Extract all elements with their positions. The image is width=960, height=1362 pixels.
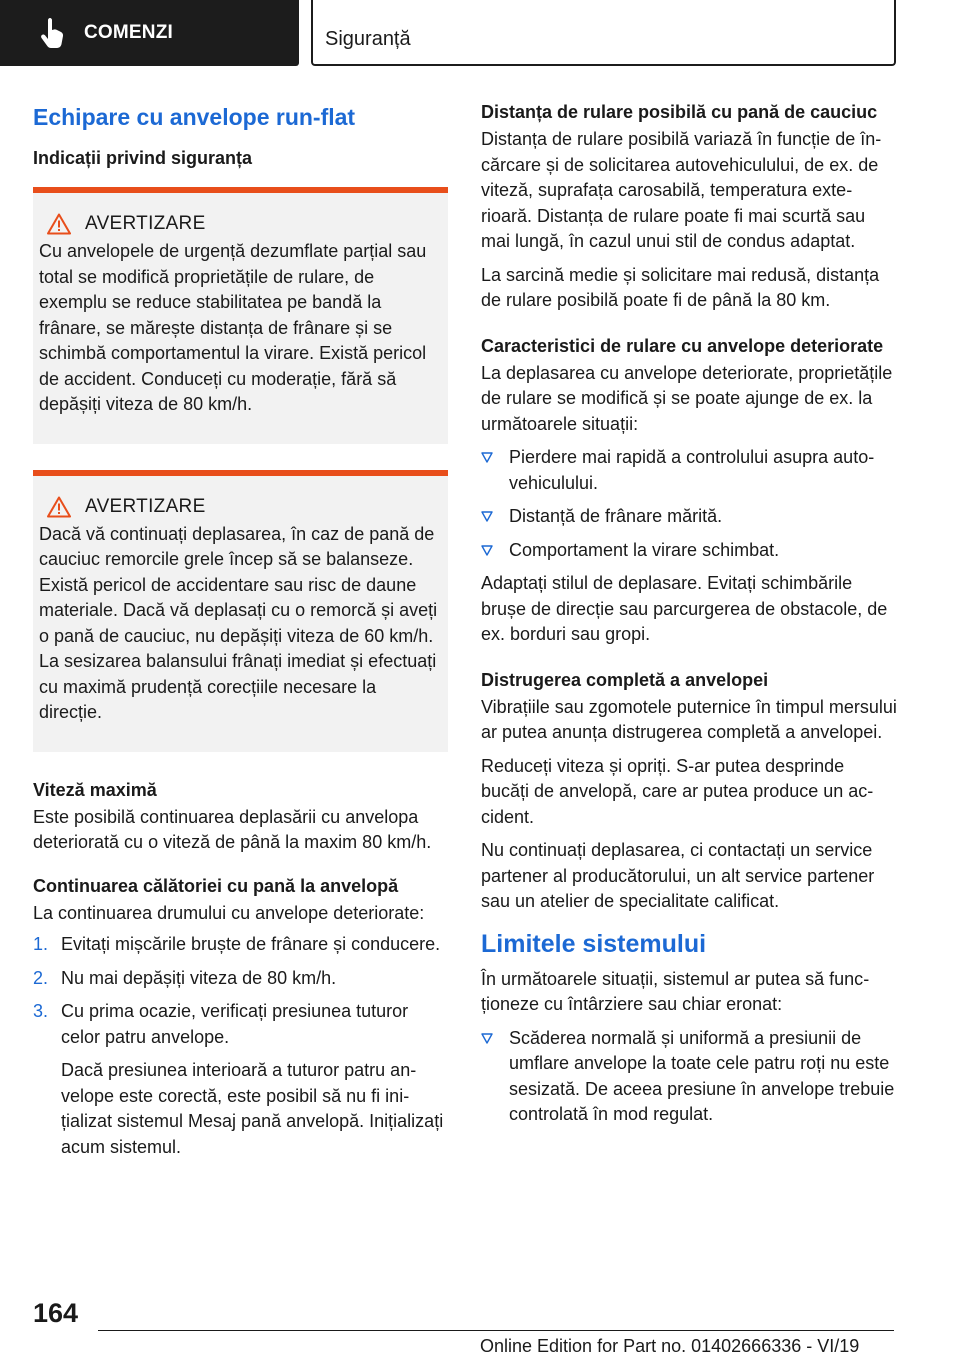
characteristics-intro: La deplasarea cu anvelope deteriorate, proprietățile de rulare se modifică și se poate ajunge de ex. la următoarele situații:	[481, 362, 893, 434]
warning-label: AVERTIZARE	[85, 495, 206, 517]
list-item	[481, 445, 897, 496]
max-speed-heading: Viteză maximă	[33, 779, 157, 800]
triangle-bullet-icon	[481, 452, 493, 464]
triangle-bullet-icon	[481, 545, 493, 557]
warning-label: AVERTIZARE	[85, 213, 206, 234]
list-item-text: Comportament la virare schimbat.	[509, 539, 780, 560]
limits-intro: În următoarele situații, sistemul ar putea să funcționeze cu întârziere sau chiar eronat:	[481, 968, 870, 1014]
warning-triangle-icon	[47, 213, 71, 235]
list-item	[481, 1026, 897, 1128]
destruction-text: Vibrațiile sau zgomotele puternice în timpul mersului ar putea anunța distrugerea completă a anvelopei.	[481, 696, 897, 742]
warning-box	[33, 470, 448, 752]
list-item	[33, 966, 448, 992]
section-heading-limits: Limitele sistemului	[481, 929, 707, 958]
chapter-tab[interactable]	[0, 0, 299, 66]
hand-pointer-icon	[40, 18, 64, 48]
warning-box	[33, 187, 448, 444]
safety-heading: Indicații privind siguranța	[33, 148, 253, 168]
left-column	[33, 100, 448, 1168]
list-item	[481, 504, 897, 530]
warning-text: Dacă vă continuați deplasarea, în caz de pană de cauciuc remorcile grele încep să se balanseze. Există pericol de accidentare sau risc de daune materiale. Dacă vă deplasați cu o remorcă și aveți o pană de cauciuc, nu depășiți viteza de 60 km/h. La sesizarea balansului frânați imediat și efectuați cu maximă prudență corecțiile necesare la direcție.	[39, 523, 438, 722]
list-item-text: Pierdere mai rapidă a controlului asupra autovehiculului.	[509, 447, 875, 493]
right-column	[481, 100, 897, 1136]
limits-list	[481, 1026, 897, 1128]
continue-heading: Continuarea călătoriei cu pană la anvelopă	[33, 875, 399, 896]
warning-header	[39, 496, 440, 518]
continue-intro: La continuarea drumului cu anvelope deteriorate:	[33, 902, 425, 923]
max-speed-text: Este posibilă continuarea deplasării cu anvelopa deteriorată cu o viteză de până la maxim 80 km/h.	[33, 806, 432, 852]
destruction-text-2: Reduceți viteza și opriți. S-ar putea desprinde bucăți de anvelopă, care ar putea produce un accident.	[481, 755, 874, 827]
step-text: Nu mai depășiți viteza de 80 km/h.	[61, 967, 337, 988]
destruction-heading: Distrugerea completă a anvelopei	[481, 669, 769, 690]
edition-text: Online Edition for Part no. 01402666336 - VI/19	[480, 1336, 860, 1356]
footer-divider	[98, 1330, 894, 1331]
characteristics-outro: Adaptați stilul de deplasare. Evitați schimbările brușe de direcție sau parcurgerea de obstacole, de ex. borduri sau gropi.	[481, 573, 888, 644]
characteristics-heading: Caracteristici de rulare cu anvelope deteriorate	[481, 335, 884, 356]
section-title: Siguranță	[311, 0, 896, 66]
warning-text: Cu anvelopele de urgență dezumflate parțial sau total se modifică proprietățile de rulare, de exemplu se reduce stabilitatea pe bandă la frânare, se mărește distanța de frânare și se schimbă comportamentul la virare. Există pericol de accident. Conduceți cu moderație, fără să depășiți viteza de 80 km/h.	[39, 241, 427, 414]
step-text: Cu prima ocazie, verificați presiunea tuturor celor patru anvelope.	[61, 1001, 409, 1047]
list-item	[33, 999, 448, 1160]
section-heading-run-flat: Echipare cu anvelope run-flat	[33, 104, 356, 130]
step-number: 3.	[33, 1001, 49, 1021]
page-number: 164	[33, 1298, 79, 1328]
page-header	[0, 0, 960, 66]
list-item	[33, 932, 448, 958]
step-number: 2.	[33, 967, 49, 988]
distance-heading: Distanța de rulare posibilă cu pană de cauciuc	[481, 102, 878, 122]
step-number: 1.	[33, 934, 49, 954]
step-subtext: Dacă presiunea interioară a tuturor patru anvelope este corectă, este posibil să nu fi inițializat sistemul Mesaj pană anvelopă. Inițializați acum sistemul.	[61, 1060, 444, 1157]
list-item-text: Scăderea normală și uniformă a presiunii de umflare anvelope la toate cele patru roți nu este sesizată. De aceea presiune în anvelope trebuie controlată în mod regulat.	[509, 1027, 895, 1124]
characteristics-list	[481, 445, 897, 563]
triangle-bullet-icon	[481, 511, 493, 523]
warning-triangle-icon	[47, 496, 71, 518]
list-item	[481, 538, 897, 564]
distance-text: Distanța de rulare posibilă variază în funcție de încărcare și de solicitarea autovehiculului, de ex. de viteză, suprafața carosabilă, temperatura exterioară. Distanța de rulare poate fi mai scurtă sau mai lungă, în cazul unui stil de condus adaptat.	[481, 129, 882, 251]
triangle-bullet-icon	[481, 1033, 493, 1045]
list-item-text: Distanță de frânare mărită.	[509, 506, 723, 526]
distance-text-2: La sarcină medie și solicitare mai redusă, distanța de rulare posibilă poate fi de până la 80 km.	[481, 264, 880, 310]
step-text: Evitați mișcările bruște de frânare și conducere.	[61, 934, 441, 954]
destruction-text-3: Nu continuați deplasarea, ci contactați un service partener al producătorului, un alt service partener sau un atelier de specialitate calificat.	[481, 840, 875, 911]
warning-header	[39, 213, 440, 235]
continue-steps	[33, 932, 448, 1160]
chapter-tab-label: COMENZI	[84, 22, 174, 43]
